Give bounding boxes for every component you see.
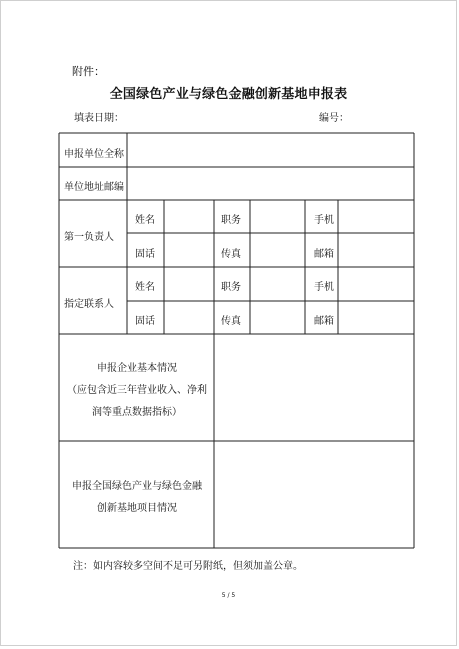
page-number: 5 / 5 (221, 592, 236, 599)
primary-email-label: 邮箱 (314, 249, 334, 260)
attachment-label: 附件： (72, 65, 105, 78)
project-info-line2: 创新基地项目情况 (97, 503, 177, 514)
primary-name-label: 姓名 (135, 215, 155, 226)
basic-info-line1: 申报企业基本情况 (97, 363, 177, 374)
primary-mobile-label: 手机 (314, 215, 334, 226)
project-info-label (60, 476, 214, 520)
designated-position-label: 职务 (221, 282, 241, 293)
form-title: 全国绿色产业与绿色金融创新基地申报表 (109, 87, 348, 102)
basic-info-line2: （应包含近三年营业收入、净利 (67, 385, 207, 396)
designated-email-label: 邮箱 (314, 316, 334, 327)
designated-mobile-label: 手机 (314, 282, 334, 293)
primary-fax-label: 传真 (221, 249, 241, 260)
primary-contact-label: 第一负责人 (64, 232, 114, 243)
number-label: 编号： (319, 113, 349, 124)
footnote: 注：如内容较多空间不足可另附纸，但须加盖公章。 (73, 561, 303, 572)
designated-fax-label: 传真 (221, 316, 241, 327)
primary-position-label: 职务 (221, 215, 241, 226)
designated-landline-label: 固话 (135, 316, 155, 327)
applicant-name-label: 申报单位全称 (64, 149, 124, 160)
basic-info-line3: 润等重点数据指标） (92, 407, 182, 418)
designated-contact-label: 指定联系人 (64, 299, 114, 310)
project-info-line1: 申报全国绿色产业与绿色金融 (72, 481, 202, 492)
basic-info-label (60, 358, 214, 424)
fill-date-label: 填表日期： (74, 113, 124, 124)
primary-landline-label: 固话 (135, 249, 155, 260)
designated-name-label: 姓名 (135, 282, 155, 293)
address-postcode-label: 单位地址邮编 (64, 182, 124, 193)
